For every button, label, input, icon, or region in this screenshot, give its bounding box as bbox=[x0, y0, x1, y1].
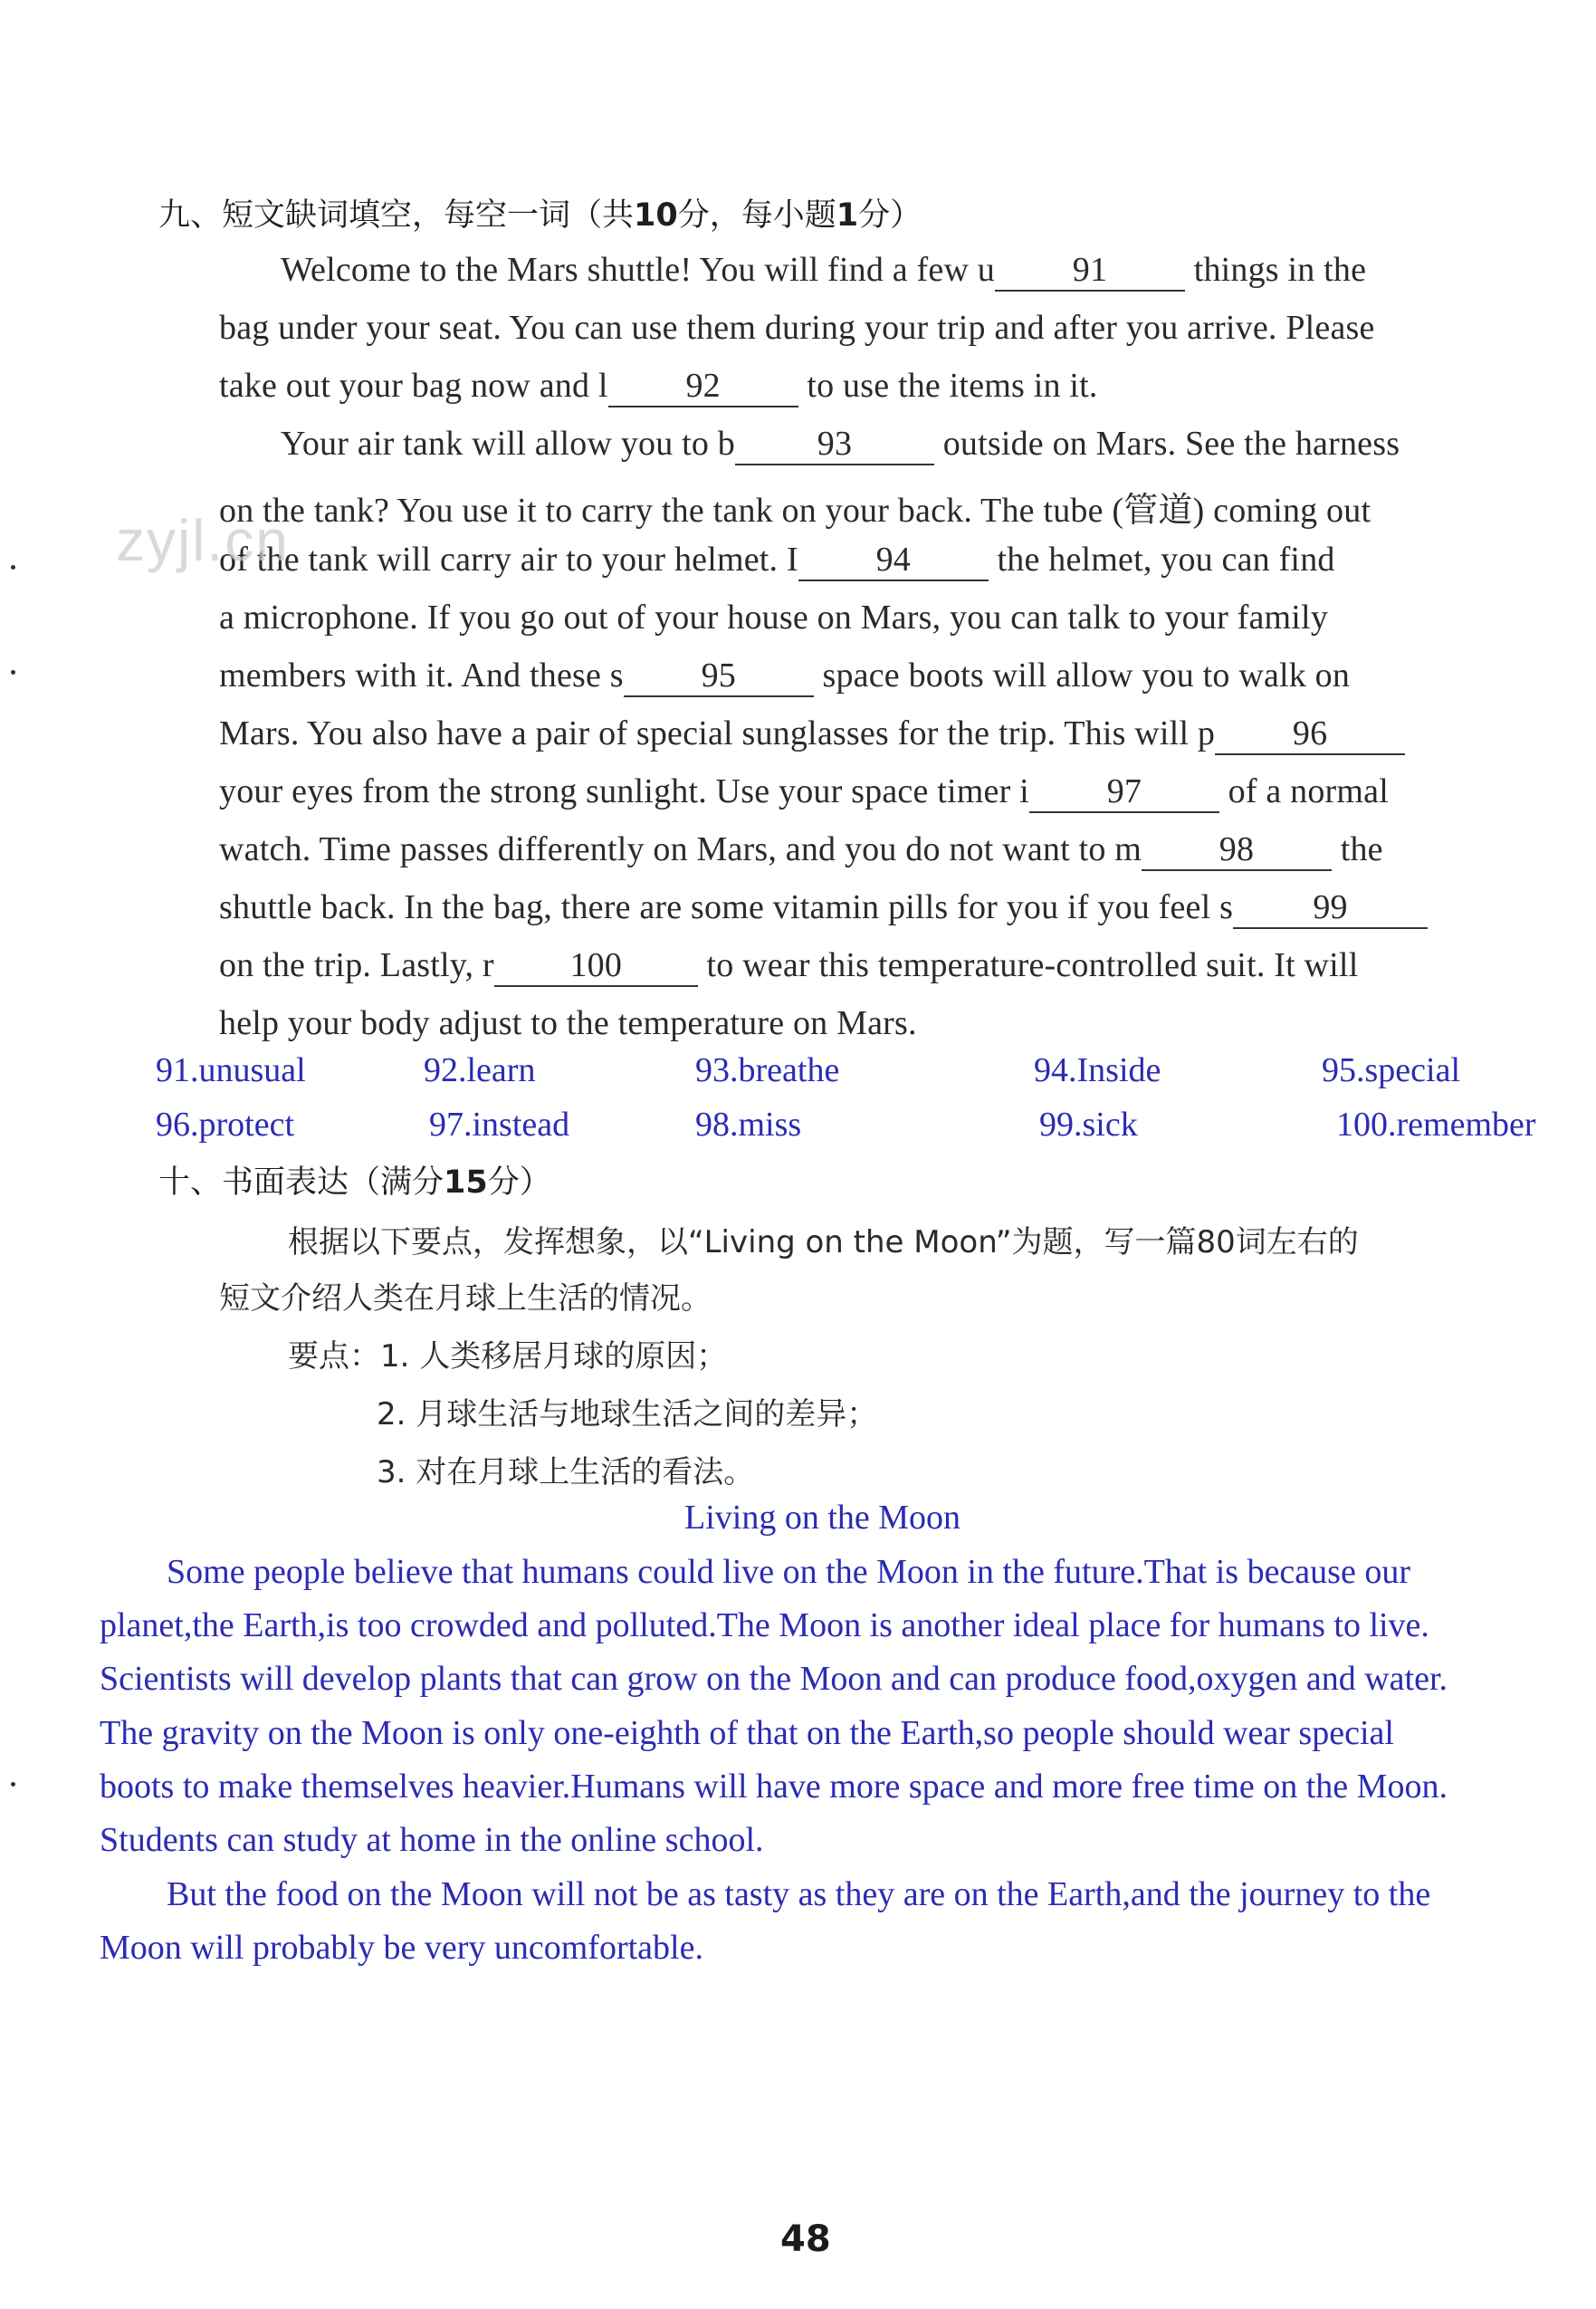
blank-100: 100 bbox=[494, 947, 698, 987]
answer-92: 92.learn bbox=[424, 1051, 536, 1089]
blank-93: 93 bbox=[735, 426, 934, 465]
passage-line-14: help your body adjust to the temperature on Mars. bbox=[219, 1004, 917, 1042]
essay-line-4: The gravity on the Moon is only one-eighth of that on the Earth,so people should wear special bbox=[100, 1714, 1394, 1752]
passage-line-12: shuttle back. In the bag, there are some vitamin pills for you if you feel s 99 bbox=[219, 887, 1428, 929]
essay-line-7: But the food on the Moon will not be as tasty as they are on the Earth,and the journey to the bbox=[167, 1875, 1431, 1913]
answer-100: 100.remember bbox=[1336, 1106, 1536, 1144]
section-10-heading: 十、书面表达（满分15分） bbox=[158, 1164, 551, 1201]
passage-line-13: on the trip. Lastly, r 100 to wear this temperature-controlled suit. It will bbox=[219, 945, 1358, 987]
answer-99: 99.sick bbox=[1039, 1106, 1138, 1144]
passage-line-3: take out your bag now and l 92 to use the items in it. bbox=[219, 366, 1098, 407]
blank-92: 92 bbox=[608, 368, 798, 407]
passage-line-1: Welcome to the Mars shuttle! You will find a few u 91 things in the bbox=[281, 250, 1366, 292]
key-point-1: 要点：1. 人类移居月球的原因； bbox=[288, 1338, 728, 1375]
answer-98: 98.miss bbox=[695, 1106, 802, 1144]
answer-93: 93.breathe bbox=[695, 1051, 840, 1089]
passage-line-5: on the tank? You use it to carry the tank on your back. The tube (管道) coming out bbox=[219, 492, 1371, 530]
section-9-heading: 九、短文缺词填空，每空一词（共10分，每小题1分） bbox=[158, 197, 922, 234]
margin-dot bbox=[11, 670, 15, 675]
answer-91: 91.unusual bbox=[156, 1051, 306, 1089]
passage-line-11: watch. Time passes differently on Mars, and you do not want to m 98 the bbox=[219, 829, 1383, 871]
margin-dot bbox=[11, 1782, 15, 1787]
essay-line-6: Students can study at home in the online school. bbox=[100, 1821, 764, 1859]
passage-line-2: bag under your seat. You can use them during your trip and after you arrive. Please bbox=[219, 309, 1375, 347]
essay-line-8: Moon will probably be very uncomfortable. bbox=[100, 1929, 703, 1967]
blank-97: 97 bbox=[1029, 773, 1219, 813]
essay-line-2: planet,the Earth,is too crowded and polluted.The Moon is another ideal place for humans to live. bbox=[100, 1606, 1429, 1644]
blank-91: 91 bbox=[995, 252, 1185, 292]
blank-98: 98 bbox=[1142, 831, 1332, 871]
passage-line-10: your eyes from the strong sunlight. Use your space timer i 97 of a normal bbox=[219, 771, 1389, 813]
essay-title: Living on the Moon bbox=[684, 1499, 961, 1537]
essay-line-5: boots to make themselves heavier.Humans will have more space and more free time on the Moon. bbox=[100, 1768, 1448, 1806]
writing-prompt-line-1: 根据以下要点，发挥想象，以“Living on the Moon”为题，写一篇80词左右的 bbox=[288, 1224, 1359, 1260]
margin-dot bbox=[11, 565, 15, 570]
key-point-2: 2. 月球生活与地球生活之间的差异； bbox=[377, 1396, 878, 1432]
blank-99: 99 bbox=[1233, 889, 1428, 929]
answer-97: 97.instead bbox=[429, 1106, 570, 1144]
passage-line-6: of the tank will carry air to your helmet. I 94 the helmet, you can find bbox=[219, 540, 1335, 581]
page-number: 48 bbox=[780, 2218, 831, 2260]
answer-95: 95.special bbox=[1322, 1051, 1461, 1089]
writing-prompt-line-2: 短文介绍人类在月球上生活的情况。 bbox=[219, 1280, 712, 1317]
passage-line-9: Mars. You also have a pair of special sunglasses for the trip. This will p 96 bbox=[219, 714, 1405, 755]
essay-line-3: Scientists will develop plants that can grow on the Moon and can produce food,oxygen and water. bbox=[100, 1660, 1448, 1698]
blank-96: 96 bbox=[1215, 715, 1405, 755]
passage-line-4: Your air tank will allow you to b 93 outside on Mars. See the harness bbox=[281, 424, 1400, 465]
watermark-logo: zyjl.cn bbox=[116, 508, 290, 573]
key-point-3: 3. 对在月球上生活的看法。 bbox=[377, 1454, 755, 1490]
passage-line-7: a microphone. If you go out of your house on Mars, you can talk to your family bbox=[219, 599, 1329, 637]
blank-94: 94 bbox=[798, 541, 989, 581]
blank-95: 95 bbox=[624, 657, 814, 697]
passage-line-8: members with it. And these s 95 space boots will allow you to walk on bbox=[219, 656, 1350, 697]
essay-line-1: Some people believe that humans could live on the Moon in the future.That is because our bbox=[167, 1553, 1410, 1591]
answer-94: 94.Inside bbox=[1034, 1051, 1161, 1089]
answer-96: 96.protect bbox=[156, 1106, 295, 1144]
